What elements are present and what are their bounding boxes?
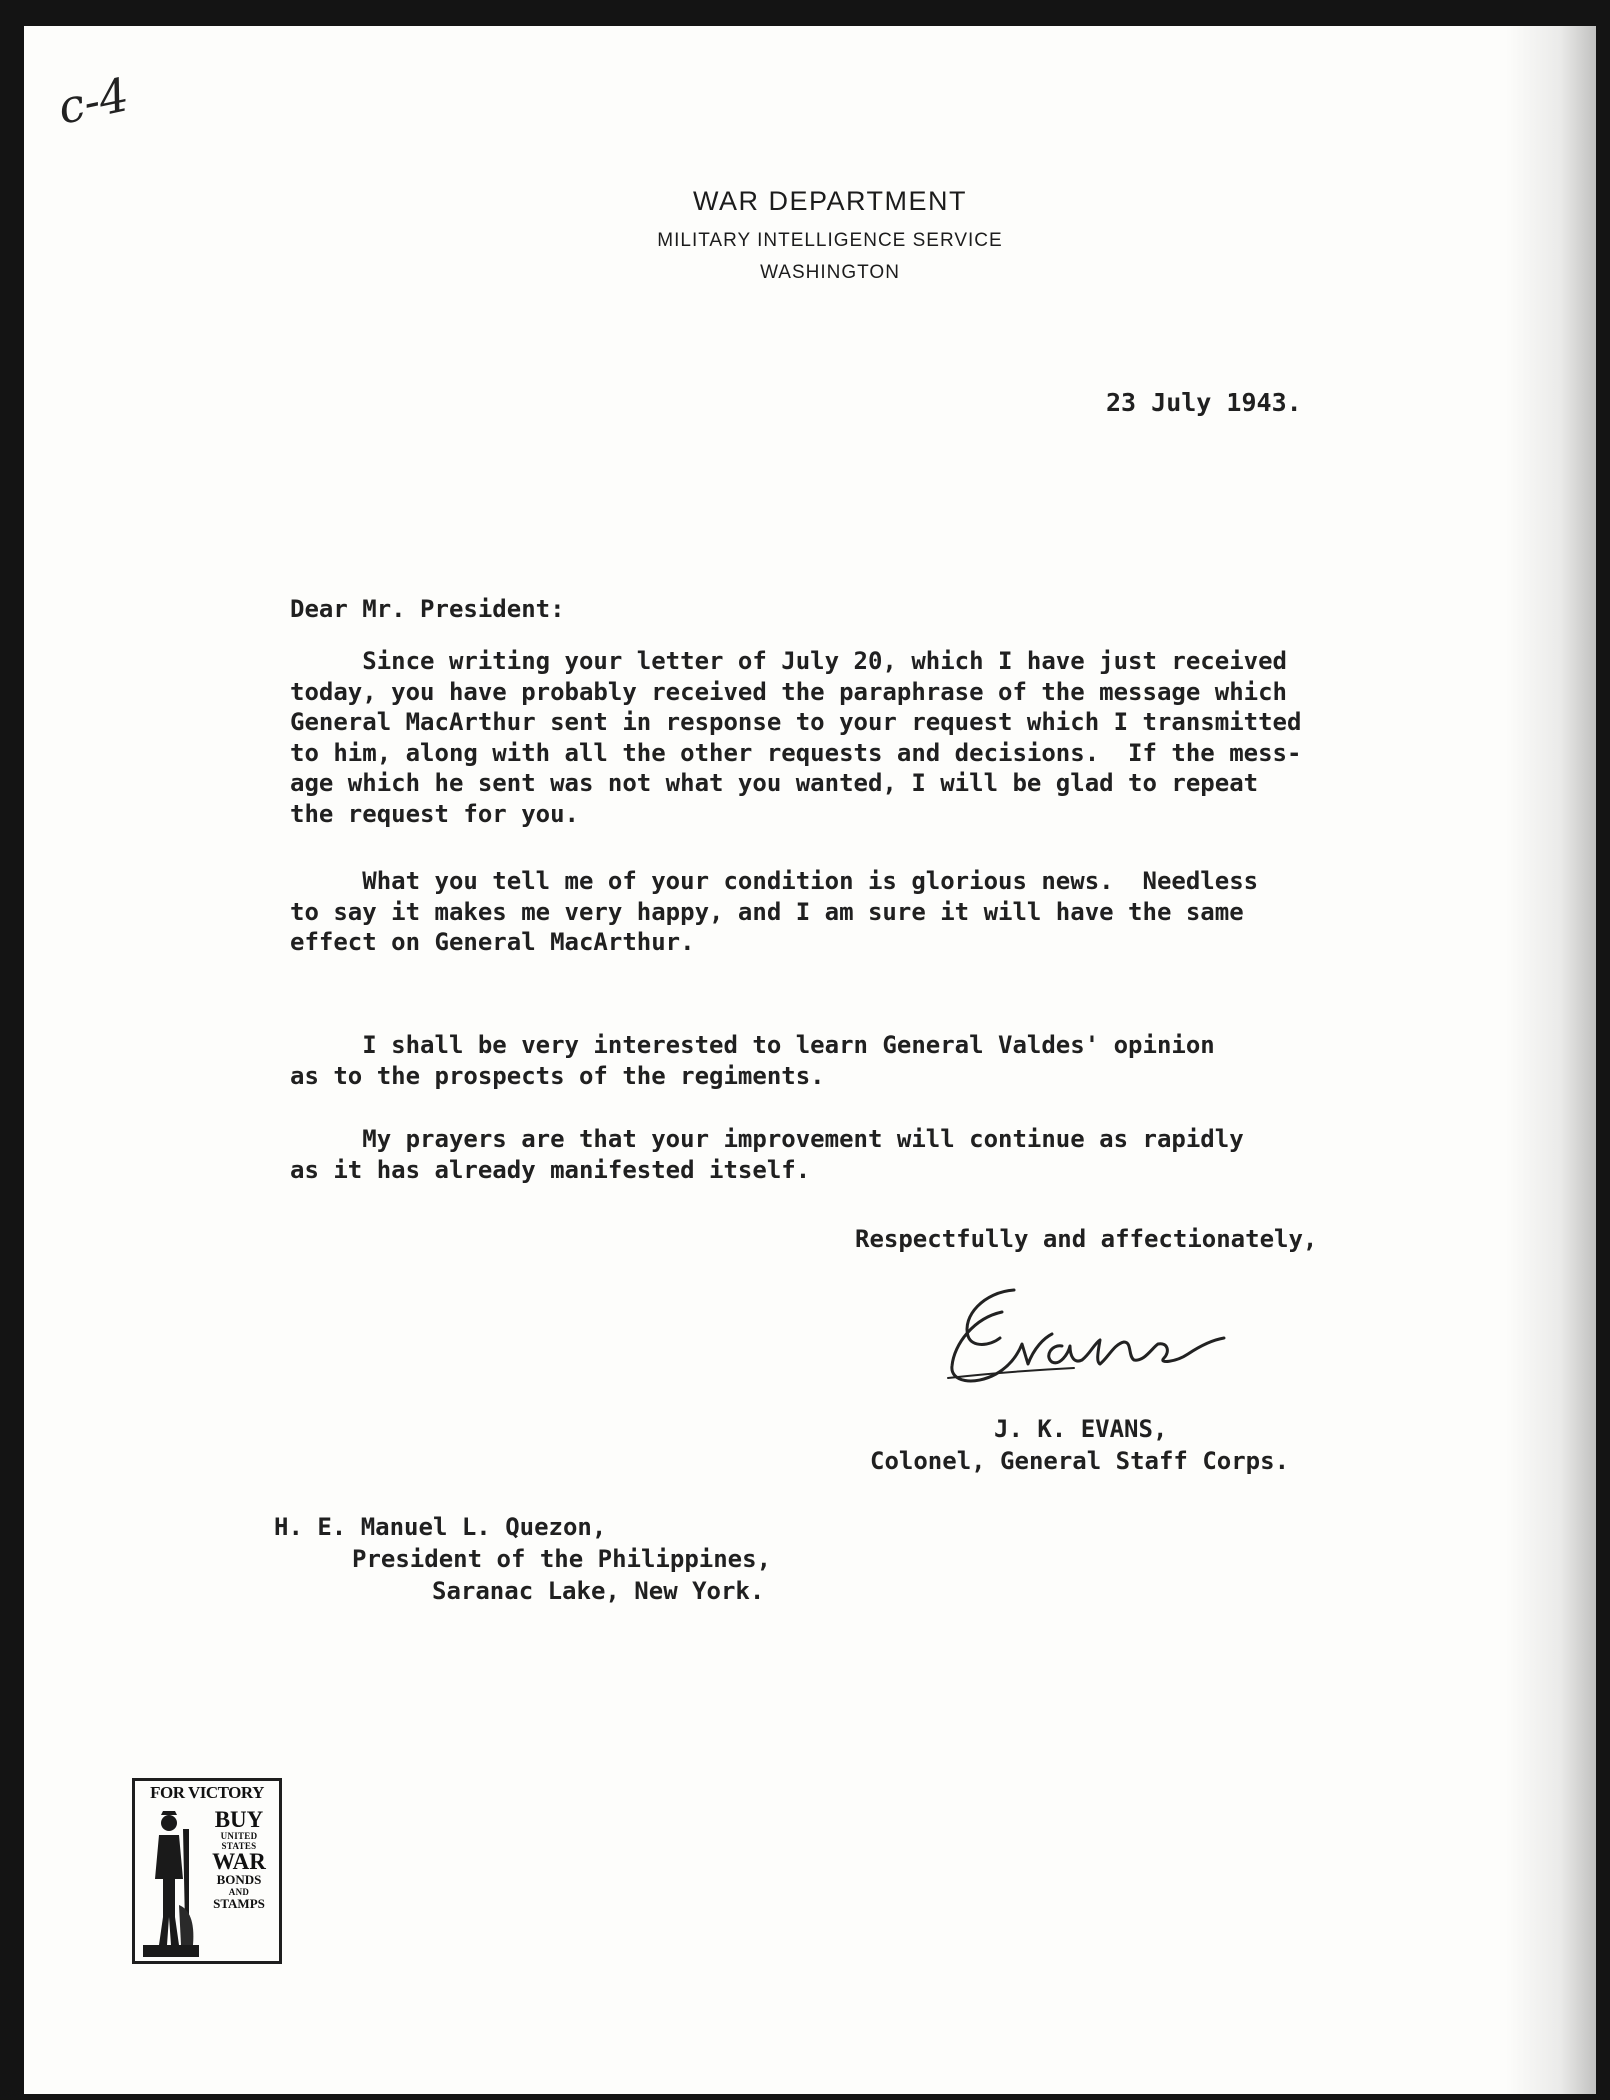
letterhead-service: MILITARY INTELLIGENCE SERVICE [657,230,1003,251]
body-paragraph-3: I shall be very interested to learn General Valdes' opinion as to the prospects of the regiments. [290,1031,1215,1090]
body-paragraph-4: My prayers are that your improvement will continue as rapidly as it has already manifested itself. [290,1125,1244,1184]
signer-title: Colonel, General Staff Corps. [870,1447,1290,1475]
addressee-line-2: President of the Philippines, [352,1545,772,1573]
stamp-united: UNITED [220,1831,258,1841]
closing: Respectfully and affectionately, [855,1225,1318,1253]
war-bonds-stamp [132,1778,282,1964]
addressee-line-3: Saranac Lake, New York. [432,1577,765,1605]
stamp-states: STATES [221,1841,257,1851]
stamp-text [199,1809,279,1911]
stamp-and: AND [228,1887,250,1897]
stamp-stamps: STAMPS [213,1896,265,1911]
stamp-bonds: BONDS [216,1872,262,1887]
minuteman-figure-icon [139,1805,201,1961]
letter-date: 23 July 1943. [1106,388,1302,417]
body-paragraph-1: Since writing your letter of July 20, which I have just received today, you have probably received the paraphrase of the message which General MacArthur sent in response to your request which I transmitted to him, along with all the other requests and decisions. If the mess- age which he sent was not what you wanted, I will be glad to repeat the request for you. [290,647,1302,828]
letter-page [24,26,1596,2094]
salutation: Dear Mr. President: [290,595,565,623]
body-paragraph-2: What you tell me of your condition is glorious news. Needless to say it makes me very happy, and I am sure it will have the same effect on General MacArthur. [290,867,1259,956]
stamp-heading: FOR VICTORY [150,1783,264,1802]
margin-note: c-4 [53,67,134,135]
letterhead-city: WASHINGTON [760,262,900,283]
handwritten-signature [944,1282,1234,1392]
signer-name: J. K. EVANS, [994,1415,1168,1443]
letterhead-department: WAR DEPARTMENT [692,186,967,216]
stamp-war: WAR [212,1849,266,1874]
stamp-buy: BUY [214,1807,264,1832]
addressee-line-1: H. E. Manuel L. Quezon, [274,1513,607,1541]
